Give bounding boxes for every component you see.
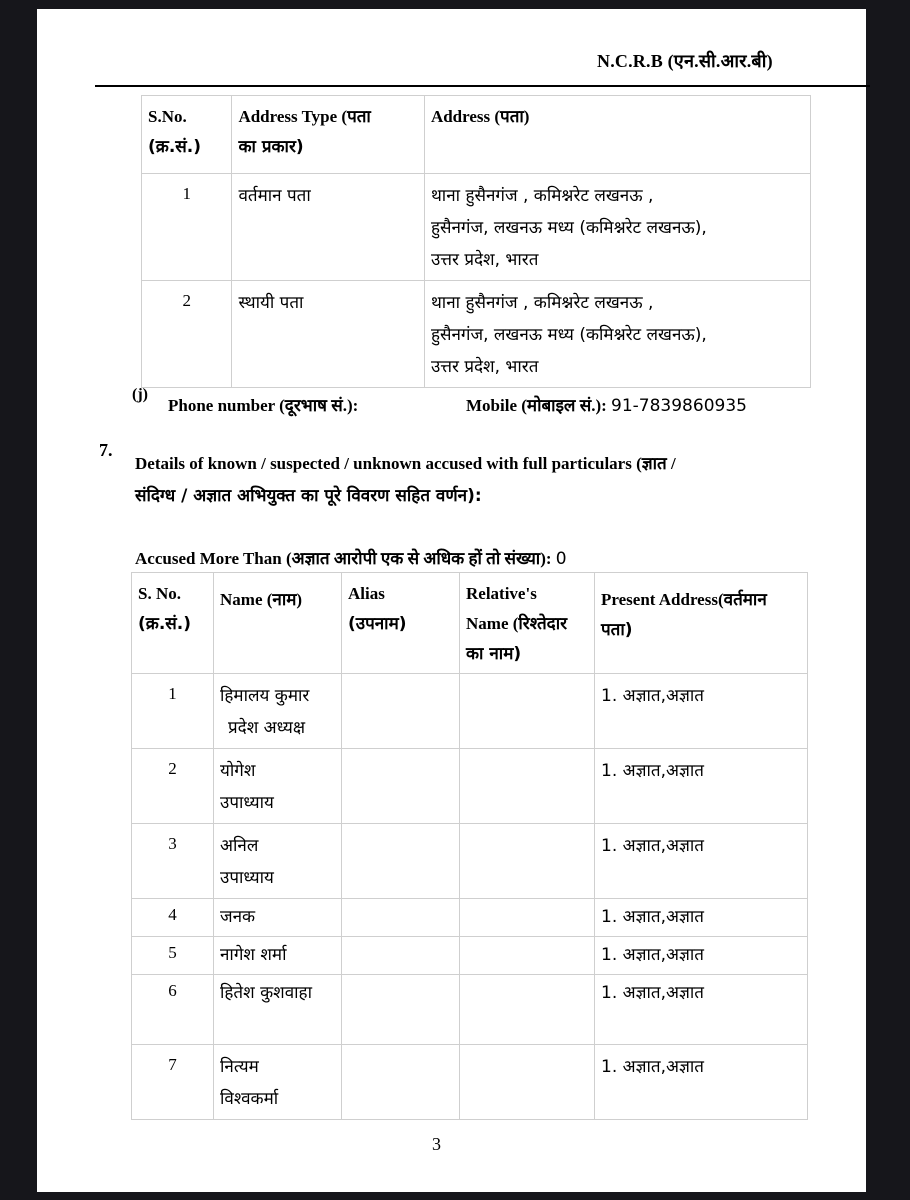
row-relative	[460, 824, 595, 899]
table-row	[132, 749, 808, 824]
header-sno-hi: (क्र.सं.)	[138, 614, 192, 634]
row-name: नागेश शर्मा	[214, 937, 342, 975]
phone-label: Phone number (दूरभाष सं.):	[168, 396, 359, 415]
page-number: 3	[432, 1134, 441, 1154]
accused-more-label: Accused More Than (अज्ञात आरोपी एक से अधिक हों तो संख्या):	[135, 549, 552, 568]
table-row	[132, 975, 808, 1045]
row-present-address: 1. अज्ञात,अज्ञात	[595, 824, 808, 899]
section-number: 7.	[99, 440, 113, 460]
row-sno: 7	[132, 1045, 214, 1120]
row-name	[214, 1045, 342, 1120]
row-present-address: 1. अज्ञात,अज्ञात	[595, 937, 808, 975]
header-rule	[95, 85, 870, 87]
row-name: हितेश कुशवाहा	[214, 975, 342, 1045]
table-row	[132, 937, 808, 975]
accused-more-value: 0	[555, 549, 567, 569]
row-present-address: 1. अज्ञात,अज्ञात	[595, 749, 808, 824]
mobile-value: 91-7839860935	[611, 396, 747, 416]
row-alias	[342, 899, 460, 937]
name-line2: प्रदेश अध्यक्ष	[228, 718, 306, 738]
address-line1: थाना हुसैनगंज , कमिश्नरेट लखनऊ ,	[430, 186, 654, 206]
row-name: जनक	[214, 899, 342, 937]
header-sno-hi: (क्र.सं.)	[148, 137, 202, 157]
section-title-line2: संदिग्ध / अज्ञात अभियुक्त का पूरे विवरण सहित वर्णन):	[135, 486, 482, 506]
name-line1: नित्यम	[220, 1057, 259, 1077]
header-present-en: Present Address(वर्तमान	[601, 590, 767, 609]
mobile-field	[466, 393, 747, 416]
header-title: N.C.R.B (एन.सी.आर.बी)	[597, 51, 773, 71]
header-address	[424, 96, 810, 174]
address-table	[141, 95, 811, 388]
address-line3: उत्तर प्रदेश, भारत	[430, 357, 539, 377]
accused-table	[131, 572, 808, 1120]
row-sno: 2	[142, 281, 232, 388]
name-line1: हिमालय कुमार	[220, 686, 310, 706]
header-alias-en: Alias	[348, 584, 385, 603]
row-present-address: 1. अज्ञात,अज्ञात	[595, 674, 808, 749]
name-line2: उपाध्याय	[220, 868, 274, 888]
row-relative	[460, 975, 595, 1045]
name-line2: उपाध्याय	[220, 793, 274, 813]
document-page	[37, 9, 866, 1192]
header-alias-hi: (उपनाम)	[348, 614, 407, 634]
row-address	[424, 174, 810, 281]
row-sno: 6	[132, 975, 214, 1045]
header-alias	[342, 573, 460, 674]
row-present-address: 1. अज्ञात,अज्ञात	[595, 899, 808, 937]
row-relative	[460, 937, 595, 975]
address-line1: थाना हुसैनगंज , कमिश्नरेट लखनऊ ,	[430, 293, 654, 313]
row-alias	[342, 749, 460, 824]
row-name	[214, 824, 342, 899]
table-row	[132, 824, 808, 899]
header-sno-en: S.No.	[148, 107, 187, 126]
row-sno: 1	[132, 674, 214, 749]
row-relative	[460, 674, 595, 749]
row-relative	[460, 1045, 595, 1120]
row-relative	[460, 749, 595, 824]
row-alias	[342, 975, 460, 1045]
address-line2: हुसैनगंज, लखनऊ मध्य (कमिश्नरेट लखनऊ),	[430, 218, 707, 238]
header-relative-3: का नाम)	[466, 644, 522, 664]
row-sno: 4	[132, 899, 214, 937]
row-alias	[342, 674, 460, 749]
row-alias	[342, 824, 460, 899]
row-present-address: 1. अज्ञात,अज्ञात	[595, 1045, 808, 1120]
row-alias	[342, 1045, 460, 1120]
row-sno: 2	[132, 749, 214, 824]
row-relative	[460, 899, 595, 937]
row-alias	[342, 937, 460, 975]
header-name	[214, 573, 342, 674]
table-row	[132, 674, 808, 749]
header-type-hi: का प्रकार)	[238, 137, 304, 157]
row-address-type: स्थायी पता	[232, 281, 424, 388]
header-relative-1: Relative's	[466, 584, 537, 603]
table-row	[142, 281, 811, 388]
table-row	[142, 174, 811, 281]
table-row	[132, 899, 808, 937]
header-type-en: Address Type (पता	[238, 107, 371, 126]
header-sno	[132, 573, 214, 674]
row-name	[214, 674, 342, 749]
header-address-type	[232, 96, 424, 174]
accused-more-than	[135, 546, 567, 569]
row-sno: 5	[132, 937, 214, 975]
address-line2: हुसैनगंज, लखनऊ मध्य (कमिश्नरेट लखनऊ),	[430, 325, 707, 345]
name-line1: अनिल	[220, 836, 259, 856]
row-sno: 3	[132, 824, 214, 899]
row-name	[214, 749, 342, 824]
mobile-label: Mobile (मोबाइल सं.):	[466, 396, 607, 415]
header-sno-en: S. No.	[138, 584, 181, 603]
row-address-type: वर्तमान पता	[232, 174, 424, 281]
table-row	[132, 1045, 808, 1120]
header-relative	[460, 573, 595, 674]
address-line3: उत्तर प्रदेश, भारत	[430, 250, 539, 270]
header-address-text: Address (पता)	[430, 107, 530, 126]
accused-table-header	[132, 573, 808, 674]
address-table-header	[142, 96, 811, 174]
header-relative-2: Name (रिश्तेदार	[466, 614, 568, 633]
name-line2: विश्वकर्मा	[220, 1089, 279, 1109]
header-present-address	[595, 573, 808, 674]
header-name-text: Name (नाम)	[220, 590, 303, 609]
row-address	[424, 281, 810, 388]
header-present-hi: पता)	[601, 620, 633, 640]
row-present-address: 1. अज्ञात,अज्ञात	[595, 975, 808, 1045]
header-sno	[142, 96, 232, 174]
section-title-line1: Details of known / suspected / unknown accused with full particulars (ज्ञात /	[135, 454, 676, 473]
phone-item-label: (j)	[132, 386, 148, 403]
row-sno: 1	[142, 174, 232, 281]
name-line1: योगेश	[220, 761, 256, 781]
